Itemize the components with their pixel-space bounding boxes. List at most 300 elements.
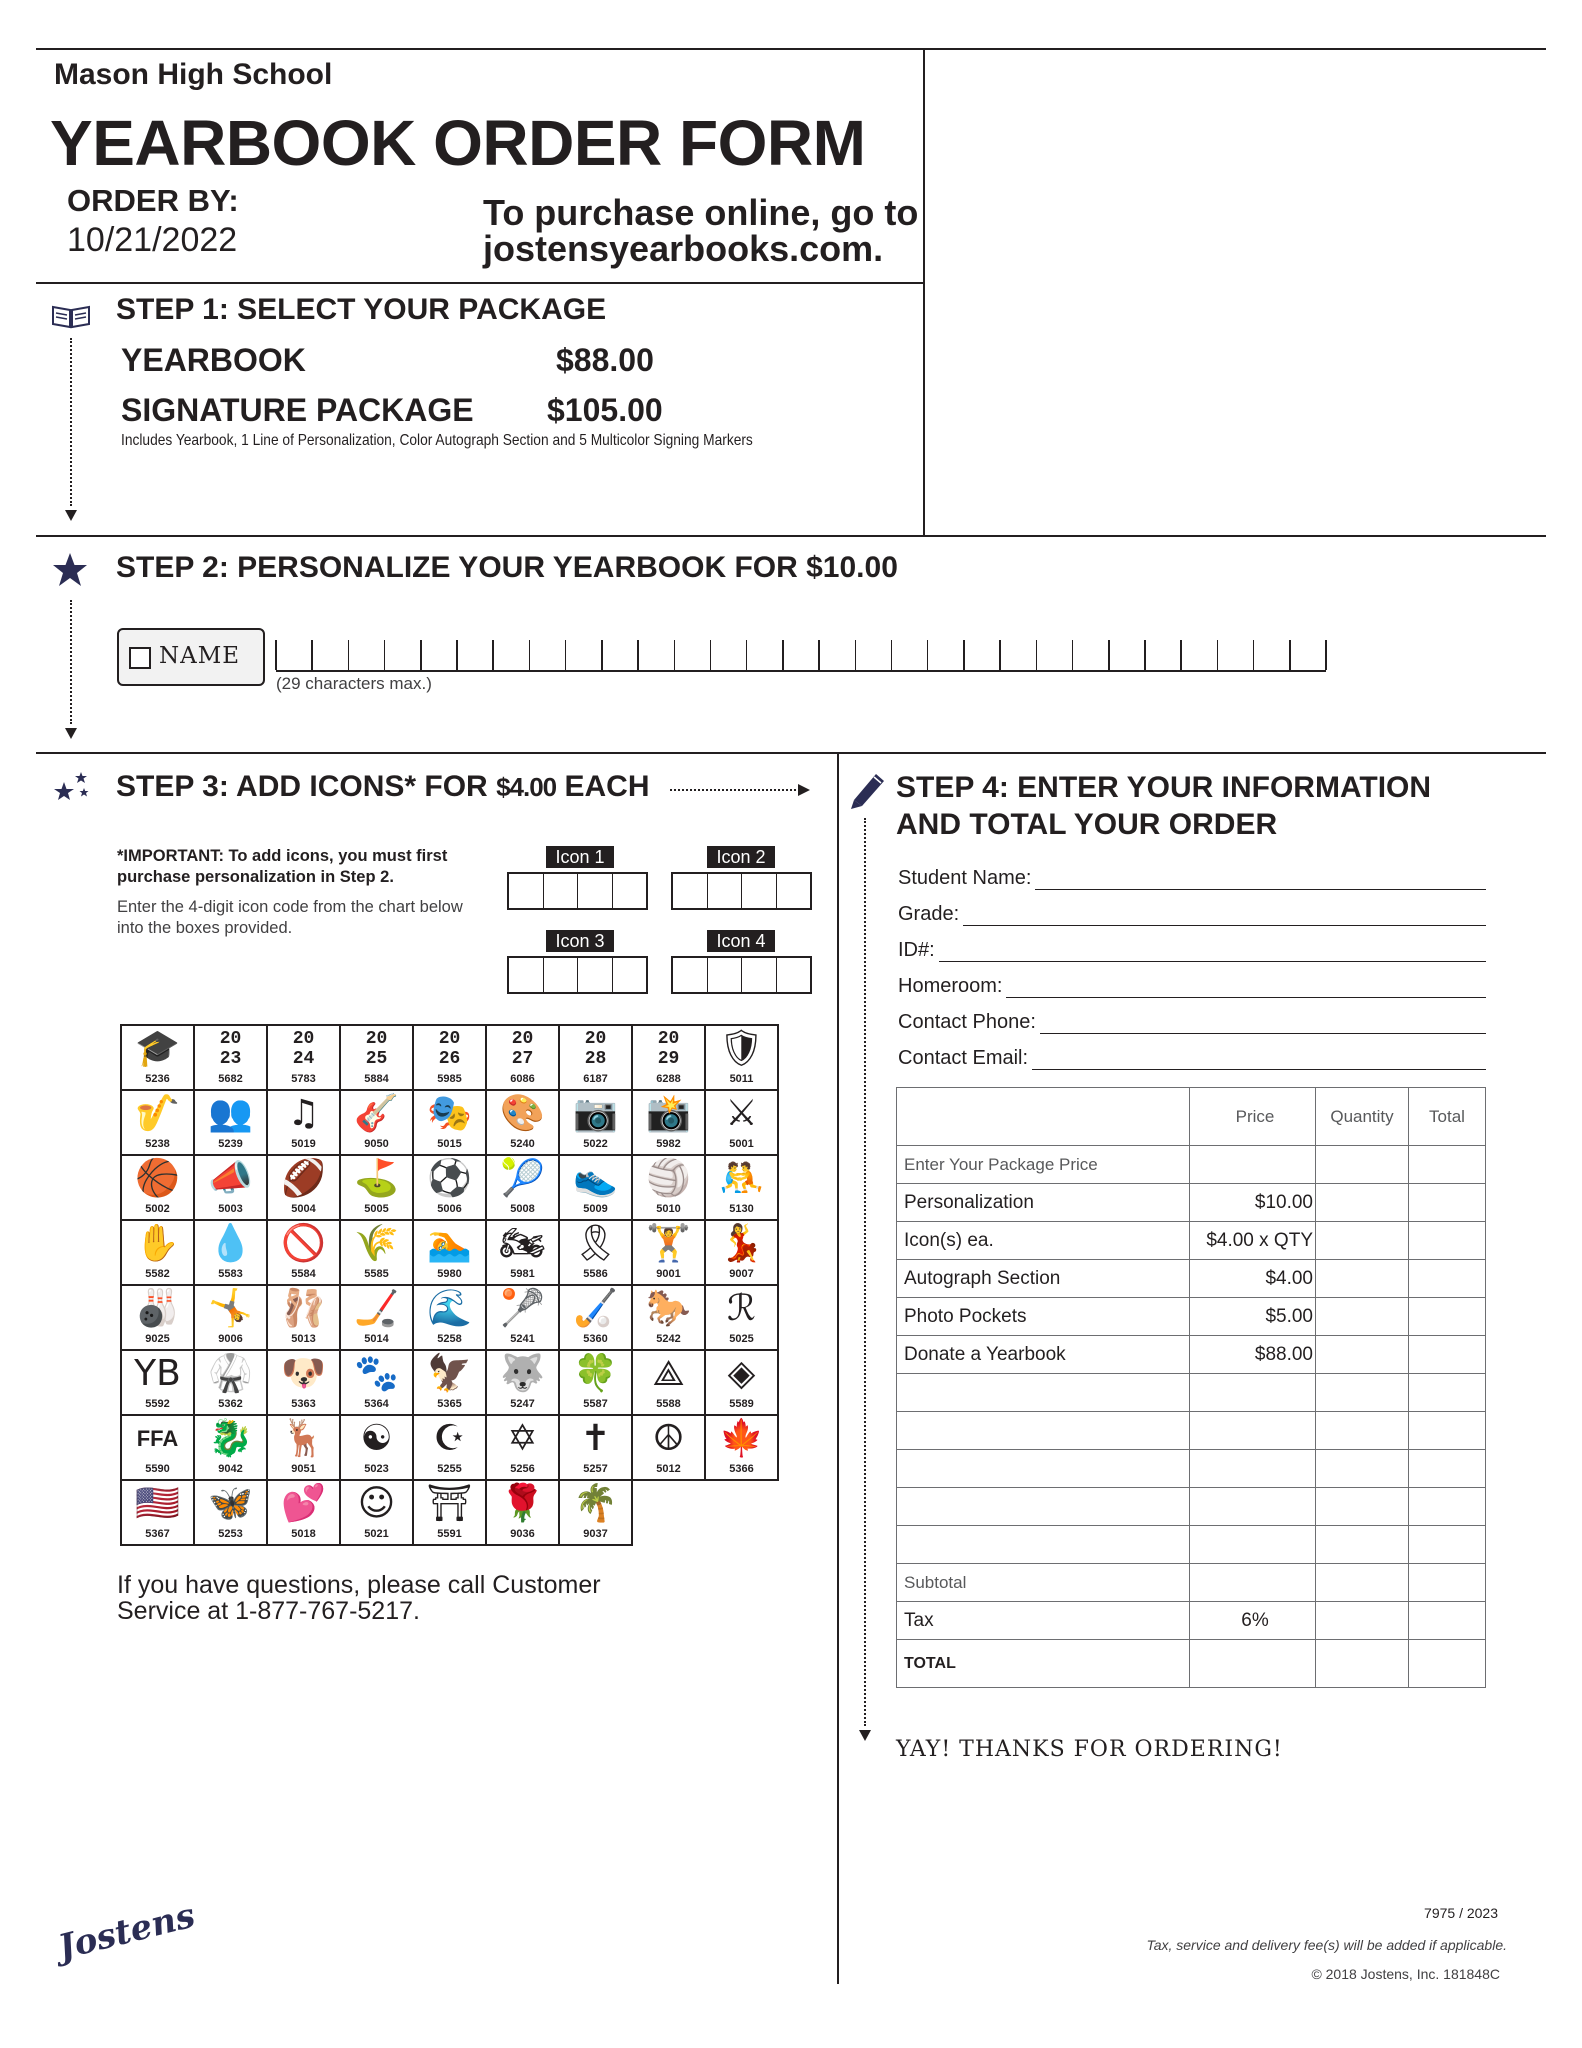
icon1-label: Icon 1 bbox=[546, 846, 614, 868]
row-label: Photo Pockets bbox=[897, 1298, 1190, 1336]
icon-6086-icon: 20 27 bbox=[511, 1029, 534, 1069]
icon-cell-5583 bbox=[194, 1220, 267, 1285]
important-line-1: *IMPORTANT: To add icons, you must first bbox=[117, 847, 448, 865]
icon-code: 5236 bbox=[145, 1073, 170, 1085]
icon-5590-icon: FFA bbox=[136, 1426, 179, 1451]
student-name-field[interactable] bbox=[898, 862, 1486, 890]
char-box-divider bbox=[565, 640, 567, 670]
char-box-divider bbox=[1217, 640, 1219, 670]
icon-5682-icon: 20 23 bbox=[219, 1029, 242, 1069]
icon-code: 5013 bbox=[291, 1333, 316, 1345]
icon-5363-icon: 🐶 bbox=[281, 1353, 326, 1394]
icon-code: 5589 bbox=[729, 1398, 754, 1410]
icon-5980-icon: 🏊 bbox=[427, 1223, 472, 1264]
important-line-2: purchase personalization in Step 2. bbox=[117, 868, 394, 886]
table-header-row bbox=[897, 1088, 1486, 1146]
icon-cell-9007 bbox=[705, 1220, 778, 1285]
step4-arrow-icon bbox=[859, 1730, 871, 1741]
icon-code: 5014 bbox=[364, 1333, 389, 1345]
icon-5023-icon: ☯ bbox=[360, 1418, 393, 1459]
icon-cell-5360 bbox=[559, 1285, 632, 1350]
star-icon bbox=[51, 552, 89, 593]
char-box-divider bbox=[1180, 640, 1182, 670]
icon-cell-5010 bbox=[632, 1155, 705, 1220]
icon-cell-5592 bbox=[121, 1350, 194, 1415]
row-label: Subtotal bbox=[897, 1564, 1190, 1602]
icon-cell-5014 bbox=[340, 1285, 413, 1350]
icon-code: 5012 bbox=[656, 1463, 681, 1475]
icon3-code-boxes[interactable] bbox=[507, 956, 648, 994]
icon-row bbox=[121, 1025, 778, 1090]
row-quantity-cell[interactable] bbox=[1316, 1526, 1409, 1564]
table-row bbox=[897, 1260, 1486, 1298]
icon-5783-icon: 20 24 bbox=[292, 1029, 315, 1069]
icon-cell-9037 bbox=[559, 1480, 632, 1545]
icon-cell-5584 bbox=[267, 1220, 340, 1285]
icon-cell-5363 bbox=[267, 1350, 340, 1415]
contact-email-field[interactable] bbox=[898, 1042, 1486, 1070]
icon-row bbox=[121, 1480, 778, 1545]
icon-9001-icon: 🏋 bbox=[646, 1223, 691, 1264]
icon-9025-icon: 🎳 bbox=[135, 1288, 180, 1329]
icon-5238-icon: 🎷 bbox=[135, 1093, 180, 1134]
row-total-cell[interactable] bbox=[1409, 1526, 1486, 1564]
char-box-divider bbox=[818, 640, 820, 670]
icon-code: 5003 bbox=[218, 1203, 243, 1215]
icon-5001-icon: ⚔ bbox=[725, 1093, 758, 1134]
icon-cell-5884 bbox=[340, 1025, 413, 1090]
icon-cell-5023 bbox=[340, 1415, 413, 1480]
table-row bbox=[897, 1222, 1486, 1260]
char-box-divider bbox=[1036, 640, 1038, 670]
icon-5592-icon: YB bbox=[134, 1353, 181, 1394]
icon-code: 9001 bbox=[656, 1268, 681, 1280]
icon-row bbox=[121, 1350, 778, 1415]
step3-flow-line bbox=[670, 789, 800, 791]
icon1-code-boxes[interactable] bbox=[507, 872, 648, 910]
thanks-message: YAY! THANKS FOR ORDERING! bbox=[896, 1737, 1283, 1762]
char-box-divider bbox=[710, 640, 712, 670]
char-box-divider bbox=[1072, 640, 1074, 670]
icon-5255-icon: ☪ bbox=[433, 1418, 466, 1459]
questions-line-1: If you have questions, please call Customer bbox=[117, 1571, 601, 1599]
icon-code: 5783 bbox=[291, 1073, 316, 1085]
jostens-logo: Jostens bbox=[54, 1895, 199, 1968]
icon-cell-5367 bbox=[121, 1480, 194, 1545]
empty-cell bbox=[632, 1480, 705, 1545]
icon-code: 6086 bbox=[510, 1073, 535, 1085]
icon-cell-5013 bbox=[267, 1285, 340, 1350]
icon-5247-icon: 🐺 bbox=[500, 1353, 545, 1394]
instr-line-2: into the boxes provided. bbox=[117, 919, 293, 937]
icon-5583-icon: 💧 bbox=[208, 1223, 253, 1264]
icon-5012-icon: ☮ bbox=[652, 1418, 685, 1459]
icon-cell-5239 bbox=[194, 1090, 267, 1155]
icon-cell-5682 bbox=[194, 1025, 267, 1090]
icon-9037-icon: 🌴 bbox=[573, 1483, 618, 1524]
icon-5253-icon: 🦋 bbox=[208, 1483, 253, 1524]
icon-cell-5240 bbox=[486, 1090, 559, 1155]
row-total-cell[interactable] bbox=[1409, 1336, 1486, 1374]
icon-5013-icon: 🩰 bbox=[281, 1288, 326, 1329]
step3-title-prefix: STEP 3: ADD ICONS* FOR bbox=[116, 770, 488, 803]
questions-line-2: Service at 1-877-767-5217. bbox=[117, 1597, 420, 1625]
table-row bbox=[897, 1602, 1486, 1640]
row-price: $4.00 bbox=[1190, 1260, 1316, 1298]
char-box-divider bbox=[492, 640, 494, 670]
row-total-cell[interactable] bbox=[1409, 1412, 1486, 1450]
step3-icon-price: $4.00 bbox=[496, 772, 557, 802]
char-box-divider bbox=[275, 640, 277, 670]
icon-5982-icon: 📸 bbox=[646, 1093, 691, 1134]
icon-code: 5367 bbox=[145, 1528, 170, 1540]
row-total-cell[interactable] bbox=[1409, 1450, 1486, 1488]
row-quantity-cell[interactable] bbox=[1316, 1488, 1409, 1526]
icon-5360-icon: 🏑 bbox=[573, 1288, 618, 1329]
name-checkbox[interactable] bbox=[129, 647, 151, 669]
icon-5019-icon: ♫ bbox=[287, 1093, 320, 1134]
step3-title bbox=[116, 770, 650, 804]
row-price bbox=[1190, 1146, 1316, 1184]
row-price: $10.00 bbox=[1190, 1184, 1316, 1222]
row-total-cell[interactable] bbox=[1409, 1222, 1486, 1260]
icon-code: 5980 bbox=[437, 1268, 462, 1280]
icon-cell-9050 bbox=[340, 1090, 413, 1155]
icon-cell-5012 bbox=[632, 1415, 705, 1480]
icon-9042-icon: 🐉 bbox=[208, 1418, 253, 1459]
row-total-cell[interactable] bbox=[1409, 1184, 1486, 1222]
package-yearbook-price: $88.00 bbox=[556, 342, 654, 378]
row-label bbox=[897, 1488, 1190, 1526]
step1-flow-line bbox=[70, 338, 72, 506]
step1-arrow-icon bbox=[65, 510, 77, 521]
char-box-divider bbox=[927, 640, 929, 670]
char-box-divider bbox=[855, 640, 857, 670]
package-signature-price: $105.00 bbox=[547, 392, 663, 428]
step4-title-line-2: AND TOTAL YOUR ORDER bbox=[896, 808, 1278, 841]
id-field[interactable] bbox=[898, 934, 1486, 962]
icon-cell-6187 bbox=[559, 1025, 632, 1090]
row-label bbox=[897, 1412, 1190, 1450]
char-box-divider bbox=[384, 640, 386, 670]
icon-code: 5365 bbox=[437, 1398, 462, 1410]
step4-title-line-1: STEP 4: ENTER YOUR INFORMATION bbox=[896, 771, 1432, 804]
icon-5009-icon: 👟 bbox=[573, 1158, 618, 1199]
icon-code: 9051 bbox=[291, 1463, 316, 1475]
table-row bbox=[897, 1412, 1486, 1450]
order-by-date: 10/21/2022 bbox=[67, 221, 238, 259]
icon-5018-icon: 💕 bbox=[281, 1483, 326, 1524]
icon-row bbox=[121, 1415, 778, 1480]
row-quantity-cell[interactable] bbox=[1316, 1146, 1409, 1184]
icon-5006-icon: ⚽ bbox=[427, 1158, 472, 1199]
icon-code: 5005 bbox=[364, 1203, 389, 1215]
pen-icon bbox=[848, 770, 886, 815]
row-total-cell[interactable] bbox=[1409, 1640, 1486, 1688]
row-quantity-cell[interactable] bbox=[1316, 1450, 1409, 1488]
row-total-cell[interactable] bbox=[1409, 1374, 1486, 1412]
icon-row bbox=[121, 1220, 778, 1285]
row-label: TOTAL bbox=[897, 1640, 1190, 1688]
icon-code: 9050 bbox=[364, 1138, 389, 1150]
char-box-divider bbox=[456, 640, 458, 670]
icon-code: 5585 bbox=[364, 1268, 389, 1280]
icon-code: 5884 bbox=[364, 1073, 389, 1085]
icon-cell-5002 bbox=[121, 1155, 194, 1220]
student-name-label: Student Name: bbox=[898, 867, 1032, 889]
school-name: Mason High School bbox=[54, 58, 333, 91]
icon-5589-icon: ◈ bbox=[727, 1353, 756, 1394]
fees-note: Tax, service and delivery fee(s) will be added if applicable. bbox=[1146, 1937, 1507, 1953]
row-quantity-cell[interactable] bbox=[1316, 1298, 1409, 1336]
icon-cell-5588 bbox=[632, 1350, 705, 1415]
icon-5239-icon: 👥 bbox=[208, 1093, 253, 1134]
row-price: 6% bbox=[1190, 1602, 1316, 1640]
homeroom-field[interactable] bbox=[898, 970, 1486, 998]
row-price: $4.00 x QTY bbox=[1190, 1222, 1316, 1260]
icon-5015-icon: 🎭 bbox=[427, 1093, 472, 1134]
table-row bbox=[897, 1564, 1486, 1602]
row-price bbox=[1190, 1564, 1316, 1602]
row-price bbox=[1190, 1640, 1316, 1688]
icon-5362-icon: 🥋 bbox=[208, 1353, 253, 1394]
icon-code: 5008 bbox=[510, 1203, 535, 1215]
row-price bbox=[1190, 1488, 1316, 1526]
icon-code: 5588 bbox=[656, 1398, 681, 1410]
icon-code: 9036 bbox=[510, 1528, 535, 1540]
instr-line-1: Enter the 4-digit icon code from the chart below bbox=[117, 898, 463, 916]
icon-cell-5021 bbox=[340, 1480, 413, 1545]
char-box-divider bbox=[999, 640, 1001, 670]
icon-code: 5002 bbox=[145, 1203, 170, 1215]
icon-code: 5363 bbox=[291, 1398, 316, 1410]
icon-cell-9036 bbox=[486, 1480, 559, 1545]
step1-title: STEP 1: SELECT YOUR PACKAGE bbox=[116, 293, 607, 326]
char-box-divider bbox=[782, 640, 784, 670]
icon-5584-icon: 🚫 bbox=[281, 1223, 326, 1264]
icon-5011-icon: 🛡 bbox=[718, 1028, 765, 1069]
icon-5257-icon: ✝ bbox=[580, 1418, 611, 1459]
row-total-cell[interactable] bbox=[1409, 1602, 1486, 1640]
icon-code: 5022 bbox=[583, 1138, 608, 1150]
row-quantity-cell[interactable] bbox=[1316, 1640, 1409, 1688]
icon-5010-icon: 🏐 bbox=[646, 1158, 691, 1199]
icon-code: 5023 bbox=[364, 1463, 389, 1475]
icon-5241-icon: 🥍 bbox=[500, 1288, 545, 1329]
grade-field[interactable] bbox=[898, 898, 1486, 926]
copyright: © 2018 Jostens, Inc. 181848C bbox=[1311, 1966, 1500, 1982]
icon-code: 6288 bbox=[656, 1073, 681, 1085]
icon-5130-icon: 🤼 bbox=[719, 1158, 764, 1199]
icon-code: 9042 bbox=[218, 1463, 243, 1475]
icon-code: 5591 bbox=[437, 1528, 462, 1540]
row-quantity-cell[interactable] bbox=[1316, 1412, 1409, 1450]
icon-9050-icon: 🎸 bbox=[354, 1093, 399, 1134]
icon-cell-5019 bbox=[267, 1090, 340, 1155]
icon-cell-5587 bbox=[559, 1350, 632, 1415]
icon-9006-icon: 🤸 bbox=[208, 1288, 253, 1329]
icon-5365-icon: 🦅 bbox=[427, 1353, 472, 1394]
order-by-label: ORDER BY: bbox=[67, 183, 239, 218]
icon-code: 5592 bbox=[145, 1398, 170, 1410]
row-label bbox=[897, 1450, 1190, 1488]
icon-cell-9051 bbox=[267, 1415, 340, 1480]
char-box-divider bbox=[891, 640, 893, 670]
signature-note: Includes Yearbook, 1 Line of Personalization, Color Autograph Section and 5 Multicolor Signing Markers bbox=[121, 432, 753, 449]
icon-cell-5257 bbox=[559, 1415, 632, 1480]
icon-code: 5241 bbox=[510, 1333, 535, 1345]
row-label: Enter Your Package Price bbox=[897, 1146, 1190, 1184]
icon-code: 5015 bbox=[437, 1138, 462, 1150]
step3-title-suffix: EACH bbox=[564, 770, 650, 803]
icon-6288-icon: 20 29 bbox=[657, 1029, 680, 1069]
row-total-cell[interactable] bbox=[1409, 1298, 1486, 1336]
icon-cell-5004 bbox=[267, 1155, 340, 1220]
top-border bbox=[36, 48, 1546, 50]
form-code: 7975 / 2023 bbox=[1424, 1905, 1498, 1921]
icon-cell-5982 bbox=[632, 1090, 705, 1155]
icon-code: 5011 bbox=[729, 1073, 754, 1085]
icon-cell-5253 bbox=[194, 1480, 267, 1545]
icon-5004-icon: 🏈 bbox=[281, 1158, 326, 1199]
icon-cell-5366 bbox=[705, 1415, 778, 1480]
icon-code: 5982 bbox=[656, 1138, 681, 1150]
icon-cell-5005 bbox=[340, 1155, 413, 1220]
icon-cell-5025 bbox=[705, 1285, 778, 1350]
icon-cell-5241 bbox=[486, 1285, 559, 1350]
icon-code: 9007 bbox=[729, 1268, 754, 1280]
icon-cell-6086 bbox=[486, 1025, 559, 1090]
row-label: Autograph Section bbox=[897, 1260, 1190, 1298]
icon-9051-icon: 🦌 bbox=[281, 1418, 326, 1459]
char-box-divider bbox=[746, 640, 748, 670]
table-row bbox=[897, 1336, 1486, 1374]
icon2-code-boxes[interactable] bbox=[671, 872, 812, 910]
icon-5256-icon: ✡ bbox=[507, 1418, 538, 1459]
icon-cell-5981 bbox=[486, 1220, 559, 1285]
icon-code: 5021 bbox=[364, 1528, 389, 1540]
icon3-label: Icon 3 bbox=[546, 930, 614, 952]
icon-cell-5589 bbox=[705, 1350, 778, 1415]
row-label: Icon(s) ea. bbox=[897, 1222, 1190, 1260]
name-label: NAME bbox=[159, 643, 241, 669]
step3-arrow-icon bbox=[798, 784, 810, 796]
icon-cell-5783 bbox=[267, 1025, 340, 1090]
icon-cell-5130 bbox=[705, 1155, 778, 1220]
row-quantity-cell[interactable] bbox=[1316, 1602, 1409, 1640]
icon-cell-5009 bbox=[559, 1155, 632, 1220]
icon-cell-5586 bbox=[559, 1220, 632, 1285]
icon-cell-5980 bbox=[413, 1220, 486, 1285]
homeroom-label: Homeroom: bbox=[898, 975, 1003, 997]
table-row bbox=[897, 1526, 1486, 1564]
row-total-cell[interactable] bbox=[1409, 1488, 1486, 1526]
icon-code: 5006 bbox=[437, 1203, 462, 1215]
table-row bbox=[897, 1640, 1486, 1688]
icon4-code-boxes[interactable] bbox=[671, 956, 812, 994]
icon-cell-5365 bbox=[413, 1350, 486, 1415]
icon-code: 5009 bbox=[583, 1203, 608, 1215]
package-signature-name: SIGNATURE PACKAGE bbox=[121, 392, 474, 428]
row-quantity-cell[interactable] bbox=[1316, 1336, 1409, 1374]
icon-5258-icon: 🌊 bbox=[427, 1288, 472, 1329]
row-total-cell[interactable] bbox=[1409, 1146, 1486, 1184]
icon-5025-icon: ℛ bbox=[727, 1288, 756, 1329]
step1-top-border bbox=[36, 282, 924, 284]
icon-code: 5364 bbox=[364, 1398, 389, 1410]
row-quantity-cell[interactable] bbox=[1316, 1184, 1409, 1222]
icon-code: 5239 bbox=[218, 1138, 243, 1150]
book-icon bbox=[51, 303, 91, 329]
contact-phone-field[interactable] bbox=[898, 1006, 1486, 1034]
table-row bbox=[897, 1298, 1486, 1336]
page-title: YEARBOOK ORDER FORM bbox=[50, 107, 866, 179]
step2-flow-line bbox=[70, 600, 72, 724]
table-row bbox=[897, 1488, 1486, 1526]
row-total-cell[interactable] bbox=[1409, 1260, 1486, 1298]
icon-code: 5583 bbox=[218, 1268, 243, 1280]
row-total-cell[interactable] bbox=[1409, 1564, 1486, 1602]
row-quantity-cell[interactable] bbox=[1316, 1374, 1409, 1412]
icon-code: 5256 bbox=[510, 1463, 535, 1475]
icon-row bbox=[121, 1155, 778, 1220]
header-price: Price bbox=[1190, 1088, 1316, 1146]
icon-cell-9025 bbox=[121, 1285, 194, 1350]
icon-5985-icon: 20 26 bbox=[438, 1029, 461, 1069]
icon-code: 5257 bbox=[583, 1463, 608, 1475]
icon-cell-5236 bbox=[121, 1025, 194, 1090]
grade-label: Grade: bbox=[898, 903, 960, 925]
row-label: Donate a Yearbook bbox=[897, 1336, 1190, 1374]
row-price bbox=[1190, 1374, 1316, 1412]
row-price: $5.00 bbox=[1190, 1298, 1316, 1336]
row-price bbox=[1190, 1450, 1316, 1488]
row-label bbox=[897, 1526, 1190, 1564]
name-checkbox-button[interactable] bbox=[117, 628, 265, 686]
row-price: $88.00 bbox=[1190, 1336, 1316, 1374]
icon-code: 5360 bbox=[583, 1333, 608, 1345]
icon-5884-icon: 20 25 bbox=[365, 1029, 388, 1069]
char-box-divider bbox=[420, 640, 422, 670]
icon-code: 5590 bbox=[145, 1463, 170, 1475]
icon-5585-icon: 🌾 bbox=[354, 1223, 399, 1264]
icon-cell-5362 bbox=[194, 1350, 267, 1415]
icon-code: 5366 bbox=[729, 1463, 754, 1475]
icon-cell-5255 bbox=[413, 1415, 486, 1480]
icon-cell-5590 bbox=[121, 1415, 194, 1480]
icon2-label: Icon 2 bbox=[707, 846, 775, 868]
table-row bbox=[897, 1374, 1486, 1412]
row-quantity-cell[interactable] bbox=[1316, 1260, 1409, 1298]
row-quantity-cell[interactable] bbox=[1316, 1222, 1409, 1260]
icon-5367-icon: 🇺🇸 bbox=[135, 1483, 180, 1524]
icon-code: 5584 bbox=[291, 1268, 316, 1280]
char-box-divider bbox=[601, 640, 603, 670]
icon-5586-icon: 🎗 bbox=[572, 1223, 619, 1264]
row-label bbox=[897, 1374, 1190, 1412]
icon-cell-5006 bbox=[413, 1155, 486, 1220]
row-label: Personalization bbox=[897, 1184, 1190, 1222]
icon-5240-icon: 🎨 bbox=[500, 1093, 545, 1134]
order-total-table bbox=[896, 1087, 1486, 1688]
icon-chart bbox=[120, 1024, 779, 1546]
step4-flow-line bbox=[864, 818, 866, 1726]
row-quantity-cell[interactable] bbox=[1316, 1564, 1409, 1602]
header-quantity: Quantity bbox=[1316, 1088, 1409, 1146]
name-character-field[interactable] bbox=[276, 640, 1326, 672]
char-limit-note: (29 characters max.) bbox=[276, 674, 432, 693]
step2-title: STEP 2: PERSONALIZE YOUR YEARBOOK FOR $10.00 bbox=[116, 551, 898, 584]
